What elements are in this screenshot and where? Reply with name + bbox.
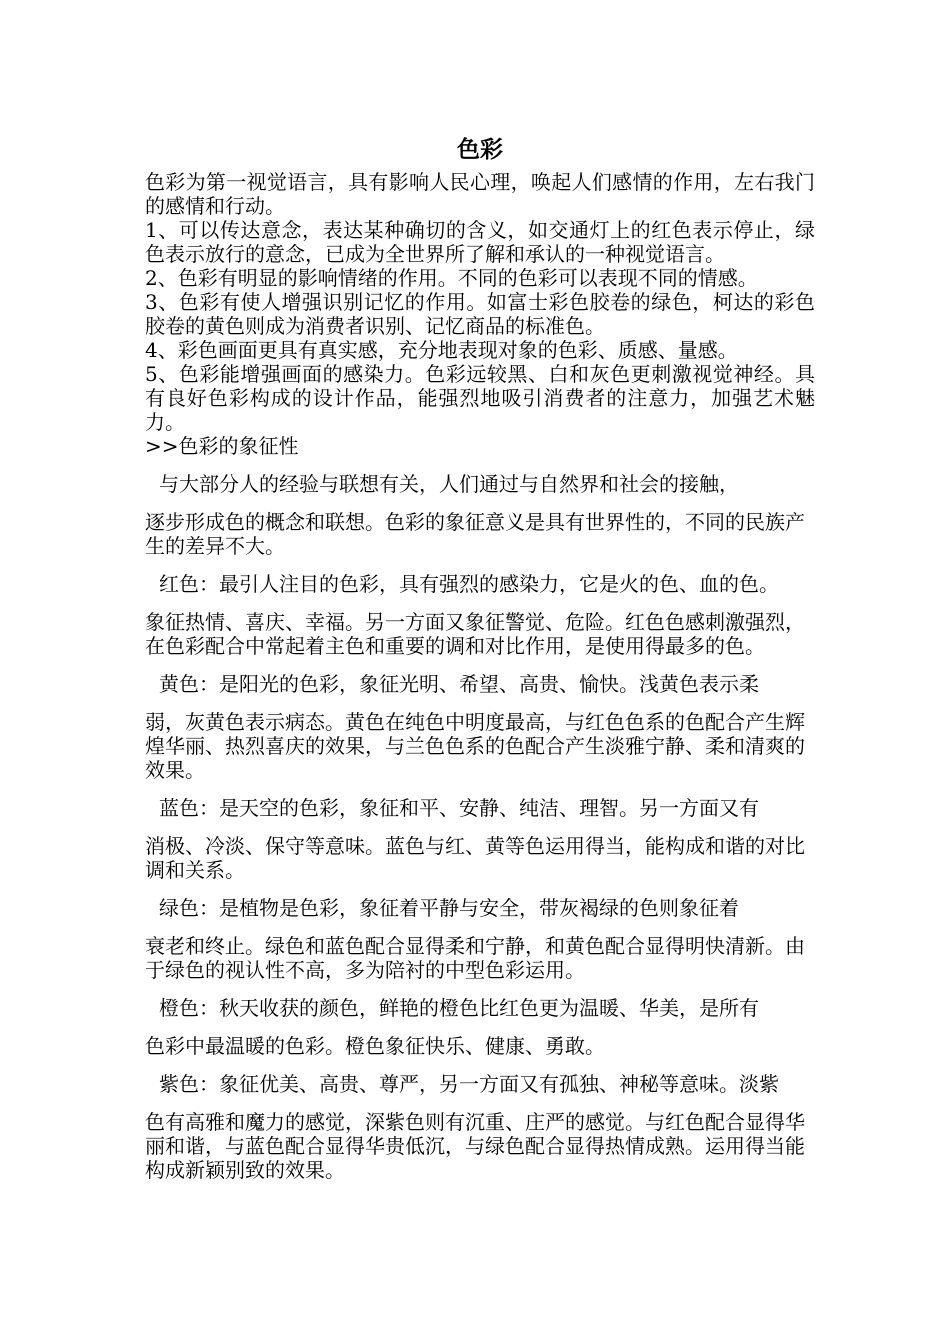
paragraph-yellow [145, 672, 815, 782]
paragraph-body: 弱，灰黄色表示病态。黄色在纯色中明度最高，与红色色系的色配合产生辉煌华丽、热烈喜庆的效果，与兰色色系的色配合产生淡雅宁静、柔和清爽的效果。 [145, 710, 805, 782]
paragraph-purple [145, 1072, 815, 1182]
paragraph-first-line: 紫色：象征优美、高贵、尊严，另一方面又有孤独、神秘等意味。淡紫 [159, 1072, 779, 1096]
paragraph-first-line: 蓝色：是天空的色彩，象征和平、安静、纯洁、理智。另一方面又有 [159, 796, 759, 820]
paragraph-red [145, 572, 815, 658]
paragraph-body: 衰老和终止。绿色和蓝色配合显得柔和宁静，和黄色配合显得明快清新。由于绿色的视认性不高，多为陪衬的中型色彩运用。 [145, 934, 805, 982]
intro-line: 1、可以传达意念，表达某种确切的含义，如交通灯上的红色表示停止，绿色表示放行的意念，已成为全世界所了解和承认的一种视觉语言。 [145, 218, 815, 266]
paragraph-intro [145, 472, 815, 558]
paragraph-body: 色彩中最温暖的色彩。橙色象征快乐、健康、勇敢。 [145, 1034, 605, 1058]
paragraph-first-line: 绿色：是植物是色彩，象征着平静与安全，带灰褐绿的色则象征着 [159, 896, 739, 920]
intro-line: 4、彩色画面更具有真实感，充分地表现对象的色彩、质感、量感。 [145, 338, 738, 362]
paragraph-orange [145, 996, 815, 1058]
paragraph-body: 色有高雅和魔力的感觉，深紫色则有沉重、庄严的感觉。与红色配合显得华丽和谐，与蓝色配合显得华贵低沉，与绿色配合显得热情成熟。运用得当能构成新颖别致的效果。 [145, 1110, 805, 1182]
paragraph-first-line: 橙色：秋天收获的颜色，鲜艳的橙色比红色更为温暖、华美，是所有 [159, 996, 759, 1020]
paragraph-first-line: 黄色：是阳光的色彩，象征光明、希望、高贵、愉快。浅黄色表示柔 [159, 672, 759, 696]
paragraph-blue [145, 796, 815, 882]
section-heading: >>色彩的象征性 [145, 434, 299, 458]
intro-line: 2、色彩有明显的影响情绪的作用。不同的色彩可以表现不同的情感。 [145, 266, 758, 290]
intro-line: 3、色彩有使人增强识别记忆的作用。如富士彩色胶卷的绿色，柯达的彩色胶卷的黄色则成为消费者识别、记忆商品的标准色。 [145, 290, 815, 338]
paragraph-first-line: 与大部分人的经验与联想有关，人们通过与自然界和社会的接触， [159, 472, 739, 496]
paragraph-first-line: 红色：最引人注目的色彩，具有强烈的感染力，它是火的色、血的色。 [159, 572, 779, 596]
document-body [145, 136, 815, 1182]
intro-line: 5、色彩能增强画面的感染力。色彩远较黑、白和灰色更刺激视觉神经。具有良好色彩构成的设计作品，能强烈地吸引消费者的注意力，加强艺术魅力。 [145, 362, 815, 434]
paragraph-body: 消极、冷淡、保守等意味。蓝色与红、黄等色运用得当，能构成和谐的对比调和关系。 [145, 834, 805, 882]
paragraph-green [145, 896, 815, 982]
paragraph-body: 象征热情、喜庆、幸福。另一方面又象征警觉、危险。红色色感刺激强烈，在色彩配合中常起着主色和重要的调和对比作用，是使用得最多的色。 [145, 610, 805, 658]
paragraph-body: 逐步形成色的概念和联想。色彩的象征意义是具有世界性的，不同的民族产生的差异不大。 [145, 510, 805, 558]
page-title: 色彩 [457, 136, 503, 163]
intro-line: 色彩为第一视觉语言，具有影响人民心理，唤起人们感情的作用，左右我门的感情和行动。 [145, 170, 815, 218]
